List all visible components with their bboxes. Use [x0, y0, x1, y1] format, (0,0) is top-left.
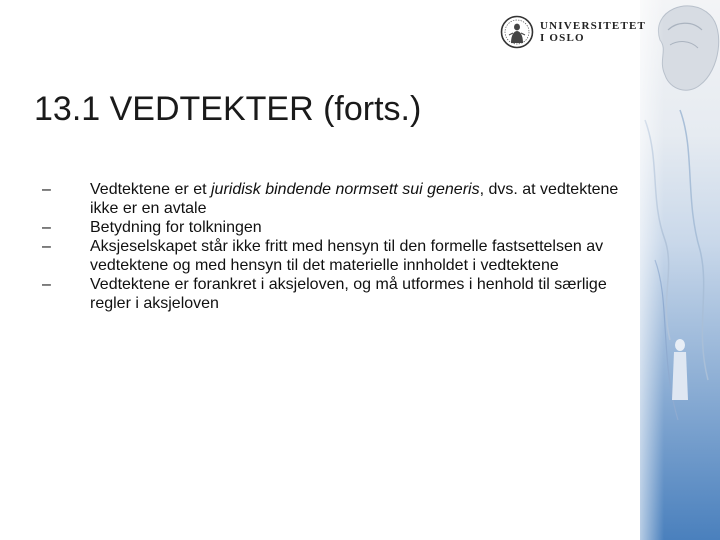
- slide-title: 13.1 VEDTEKTER (forts.): [34, 90, 422, 128]
- bullet-item: [42, 275, 632, 313]
- bullet-dash: –: [42, 238, 51, 255]
- bullet-text: Betydning for tolkningen: [90, 219, 262, 236]
- sculpture-illustration: [640, 0, 720, 540]
- university-logo: [500, 12, 646, 52]
- decorative-band: [640, 0, 720, 540]
- bullet-list: [42, 180, 632, 313]
- university-seal-icon: [500, 13, 534, 51]
- bullet-dash: –: [42, 219, 51, 236]
- bullet-text: Aksjeselskapet står ikke fritt med hensyn til den formelle fastsettelsen av vedtektene og med hensyn til det materielle innholdet i vedtektene: [90, 238, 604, 274]
- bullet-dash: –: [42, 181, 51, 198]
- logo-line-1: UNIVERSITETET: [540, 20, 647, 32]
- bullet-item: [42, 180, 632, 218]
- bullet-text-italic: juridisk bindende normsett sui generis: [210, 181, 480, 198]
- bullet-text: Vedtektene er forankret i aksjeloven, og må utformes i henhold til særlige regler i aksjeloven: [90, 276, 607, 312]
- logo-line-2: I OSLO: [540, 32, 585, 44]
- bullet-item: [42, 237, 632, 275]
- bullet-dash: –: [42, 276, 51, 293]
- bullet-item: [42, 218, 632, 237]
- bullet-text: Vedtektene er et: [90, 181, 211, 198]
- bullet-text: , dvs. at vedtektene ikke er en avtale: [90, 181, 619, 217]
